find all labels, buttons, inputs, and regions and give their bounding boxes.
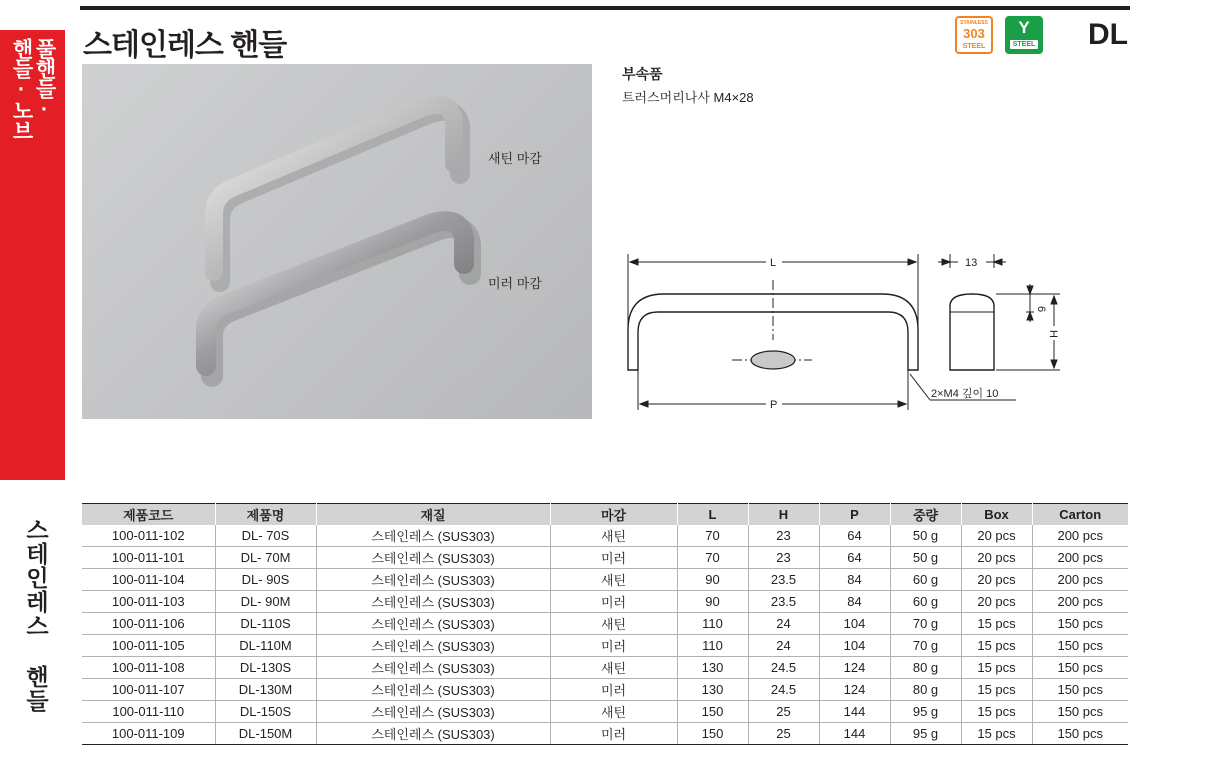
table-cell: 100-011-106 bbox=[82, 613, 215, 635]
table-cell: DL- 90S bbox=[215, 569, 316, 591]
dim-6-arrow-bottom bbox=[1027, 312, 1033, 320]
table-row bbox=[82, 525, 1128, 547]
table-cell: 스테인레스 (SUS303) bbox=[316, 613, 550, 635]
table-row bbox=[82, 679, 1128, 701]
table-cell: 스테인레스 (SUS303) bbox=[316, 569, 550, 591]
table-cell: 110 bbox=[677, 635, 748, 657]
table-cell: 24 bbox=[748, 613, 819, 635]
table-row bbox=[82, 657, 1128, 679]
table-cell: DL- 90M bbox=[215, 591, 316, 613]
table-cell: 100-011-101 bbox=[82, 547, 215, 569]
side-tab-line-2: 핸들·노브 bbox=[10, 38, 33, 140]
table-cell: 스테인레스 (SUS303) bbox=[316, 701, 550, 723]
product-code: DL bbox=[1088, 18, 1128, 51]
column-header: 제품명 bbox=[215, 504, 316, 526]
category-side-tab[interactable] bbox=[0, 30, 65, 480]
table-cell: 미러 bbox=[550, 635, 677, 657]
steel-badge bbox=[1005, 16, 1043, 54]
table-cell: 200 pcs bbox=[1032, 569, 1128, 591]
table-cell: 100-011-102 bbox=[82, 525, 215, 547]
table-row bbox=[82, 723, 1128, 745]
accessory-text: 트러스머리나사 M4×28 bbox=[622, 90, 754, 105]
table-cell: 64 bbox=[819, 525, 890, 547]
table-cell: 스테인레스 (SUS303) bbox=[316, 591, 550, 613]
dim-h-arrow-top bbox=[1051, 296, 1057, 304]
table-cell: 스테인레스 (SUS303) bbox=[316, 657, 550, 679]
table-cell: 15 pcs bbox=[961, 635, 1032, 657]
accessory-title: 부속품 bbox=[622, 66, 663, 82]
table-cell: DL-130M bbox=[215, 679, 316, 701]
badge-steel-glyph: Y bbox=[1018, 18, 1030, 37]
table-cell: 84 bbox=[819, 569, 890, 591]
column-header: 마감 bbox=[550, 504, 677, 526]
handle-illustration bbox=[82, 64, 592, 419]
dim-h-label: H bbox=[1047, 330, 1059, 338]
dim-l-arrow-left bbox=[630, 259, 638, 265]
badge-stainless-bottom: STEEL bbox=[962, 43, 986, 50]
table-cell: 스테인레스 (SUS303) bbox=[316, 547, 550, 569]
table-row bbox=[82, 547, 1128, 569]
table-cell: 20 pcs bbox=[961, 569, 1032, 591]
table-cell: 110 bbox=[677, 613, 748, 635]
table-cell: 25 bbox=[748, 701, 819, 723]
table-cell: 144 bbox=[819, 723, 890, 745]
table-cell: 스테인레스 (SUS303) bbox=[316, 723, 550, 745]
table-cell: 95 g bbox=[890, 701, 961, 723]
table-cell: 130 bbox=[677, 679, 748, 701]
dim-p-label: P bbox=[770, 399, 778, 411]
table-cell: 124 bbox=[819, 657, 890, 679]
table-cell: 150 pcs bbox=[1032, 613, 1128, 635]
table-row bbox=[82, 635, 1128, 657]
dim-l-label: L bbox=[770, 257, 777, 269]
table-cell: DL-110S bbox=[215, 613, 316, 635]
table-row bbox=[82, 701, 1128, 723]
table-cell: 스테인레스 (SUS303) bbox=[316, 635, 550, 657]
column-header: L bbox=[677, 504, 748, 526]
product-photo bbox=[82, 64, 592, 419]
dim-p-arrow-left bbox=[640, 401, 648, 407]
table-cell: 200 pcs bbox=[1032, 525, 1128, 547]
table-cell: 스테인레스 (SUS303) bbox=[316, 525, 550, 547]
table-cell: 100-011-109 bbox=[82, 723, 215, 745]
table-cell: 150 pcs bbox=[1032, 679, 1128, 701]
mirror-finish-caption: 미러 마감 bbox=[488, 276, 542, 291]
table-cell: 200 pcs bbox=[1032, 547, 1128, 569]
table-cell: 미러 bbox=[550, 723, 677, 745]
table-cell: 50 g bbox=[890, 525, 961, 547]
table-cell: 70 g bbox=[890, 613, 961, 635]
table-cell: 150 pcs bbox=[1032, 723, 1128, 745]
dim-6-label: 6 bbox=[1035, 306, 1047, 313]
page-title: 스테인레스 핸들 bbox=[83, 29, 287, 62]
table-cell: 95 g bbox=[890, 723, 961, 745]
table-cell: 150 bbox=[677, 723, 748, 745]
table-cell: DL-110M bbox=[215, 635, 316, 657]
table-cell: 새틴 bbox=[550, 657, 677, 679]
table-cell: 20 pcs bbox=[961, 525, 1032, 547]
badge-stainless-top: STAINLESS bbox=[960, 20, 988, 26]
table-cell: 미러 bbox=[550, 591, 677, 613]
screw-note: 2×M4 깊이 10 bbox=[931, 388, 999, 400]
header-rule bbox=[80, 6, 1130, 10]
dim-6-arrow-top bbox=[1027, 286, 1033, 294]
badge-steel-label: STEEL bbox=[1010, 40, 1038, 49]
table-cell: 100-011-108 bbox=[82, 657, 215, 679]
section-ellipse bbox=[751, 351, 795, 369]
dim-h-arrow-bottom bbox=[1051, 360, 1057, 368]
table-cell: 64 bbox=[819, 547, 890, 569]
section-side-label: 스테인레스 핸들 bbox=[23, 518, 49, 713]
table-cell: 새틴 bbox=[550, 525, 677, 547]
table-cell: 23.5 bbox=[748, 569, 819, 591]
table-cell: 150 bbox=[677, 701, 748, 723]
table-cell: 84 bbox=[819, 591, 890, 613]
screw-leader bbox=[910, 374, 930, 400]
table-cell: 70 bbox=[677, 525, 748, 547]
column-header: H bbox=[748, 504, 819, 526]
table-cell: DL-150S bbox=[215, 701, 316, 723]
table-cell: 150 pcs bbox=[1032, 657, 1128, 679]
satin-finish-caption: 새틴 마감 bbox=[488, 151, 542, 166]
table-cell: 새틴 bbox=[550, 701, 677, 723]
table-cell: 104 bbox=[819, 635, 890, 657]
table-row bbox=[82, 569, 1128, 591]
table-cell: DL-130S bbox=[215, 657, 316, 679]
table-cell: 124 bbox=[819, 679, 890, 701]
table-cell: 24.5 bbox=[748, 657, 819, 679]
table-cell: 200 pcs bbox=[1032, 591, 1128, 613]
table-body bbox=[82, 525, 1128, 745]
table-cell: 미러 bbox=[550, 547, 677, 569]
table-cell: 15 pcs bbox=[961, 701, 1032, 723]
table-cell: 15 pcs bbox=[961, 613, 1032, 635]
column-header: 재질 bbox=[316, 504, 550, 526]
table-cell: 24.5 bbox=[748, 679, 819, 701]
table-cell: 스테인레스 (SUS303) bbox=[316, 679, 550, 701]
spec-table bbox=[82, 503, 1128, 745]
table-cell: 60 g bbox=[890, 569, 961, 591]
table-cell: 150 pcs bbox=[1032, 701, 1128, 723]
table-cell: 20 pcs bbox=[961, 591, 1032, 613]
technical-drawing bbox=[620, 240, 1080, 430]
table-cell: 새틴 bbox=[550, 613, 677, 635]
handle-side-view bbox=[950, 294, 994, 370]
column-header: 제품코드 bbox=[82, 504, 215, 526]
badge-stainless-number: 303 bbox=[963, 26, 985, 41]
table-cell: 104 bbox=[819, 613, 890, 635]
table-cell: 70 bbox=[677, 547, 748, 569]
table-cell: 80 g bbox=[890, 657, 961, 679]
column-header: P bbox=[819, 504, 890, 526]
column-header: Box bbox=[961, 504, 1032, 526]
dim-13-arrow-left bbox=[942, 259, 950, 265]
table-cell: 50 g bbox=[890, 547, 961, 569]
stainless-303-badge bbox=[955, 16, 993, 54]
table-cell: DL- 70S bbox=[215, 525, 316, 547]
table-cell: 60 g bbox=[890, 591, 961, 613]
table-cell: 미러 bbox=[550, 679, 677, 701]
column-header: 중량 bbox=[890, 504, 961, 526]
table-cell: 90 bbox=[677, 569, 748, 591]
table-cell: 130 bbox=[677, 657, 748, 679]
side-tab-line-1: 풀핸들· bbox=[33, 38, 56, 120]
table-cell: 80 g bbox=[890, 679, 961, 701]
table-cell: 144 bbox=[819, 701, 890, 723]
table-cell: 90 bbox=[677, 591, 748, 613]
table-header-row bbox=[82, 504, 1128, 526]
table-cell: DL- 70M bbox=[215, 547, 316, 569]
table-cell: 15 pcs bbox=[961, 679, 1032, 701]
table-cell: 100-011-104 bbox=[82, 569, 215, 591]
table-cell: 100-011-110 bbox=[82, 701, 215, 723]
table-cell: 24 bbox=[748, 635, 819, 657]
table-row bbox=[82, 591, 1128, 613]
table-cell: 15 pcs bbox=[961, 657, 1032, 679]
dim-13-arrow-right bbox=[994, 259, 1002, 265]
table-cell: 25 bbox=[748, 723, 819, 745]
column-header: Carton bbox=[1032, 504, 1128, 526]
dim-l-arrow-right bbox=[908, 259, 916, 265]
table-cell: 20 pcs bbox=[961, 547, 1032, 569]
table-cell: 70 g bbox=[890, 635, 961, 657]
dim-13-label: 13 bbox=[965, 257, 978, 269]
table-cell: 15 pcs bbox=[961, 723, 1032, 745]
table-cell: 150 pcs bbox=[1032, 635, 1128, 657]
table-cell: 23 bbox=[748, 525, 819, 547]
table-cell: DL-150M bbox=[215, 723, 316, 745]
table-cell: 23 bbox=[748, 547, 819, 569]
table-cell: 새틴 bbox=[550, 569, 677, 591]
table-row bbox=[82, 613, 1128, 635]
dim-p-arrow-right bbox=[898, 401, 906, 407]
table-cell: 100-011-107 bbox=[82, 679, 215, 701]
table-cell: 100-011-103 bbox=[82, 591, 215, 613]
table-cell: 23.5 bbox=[748, 591, 819, 613]
table-cell: 100-011-105 bbox=[82, 635, 215, 657]
